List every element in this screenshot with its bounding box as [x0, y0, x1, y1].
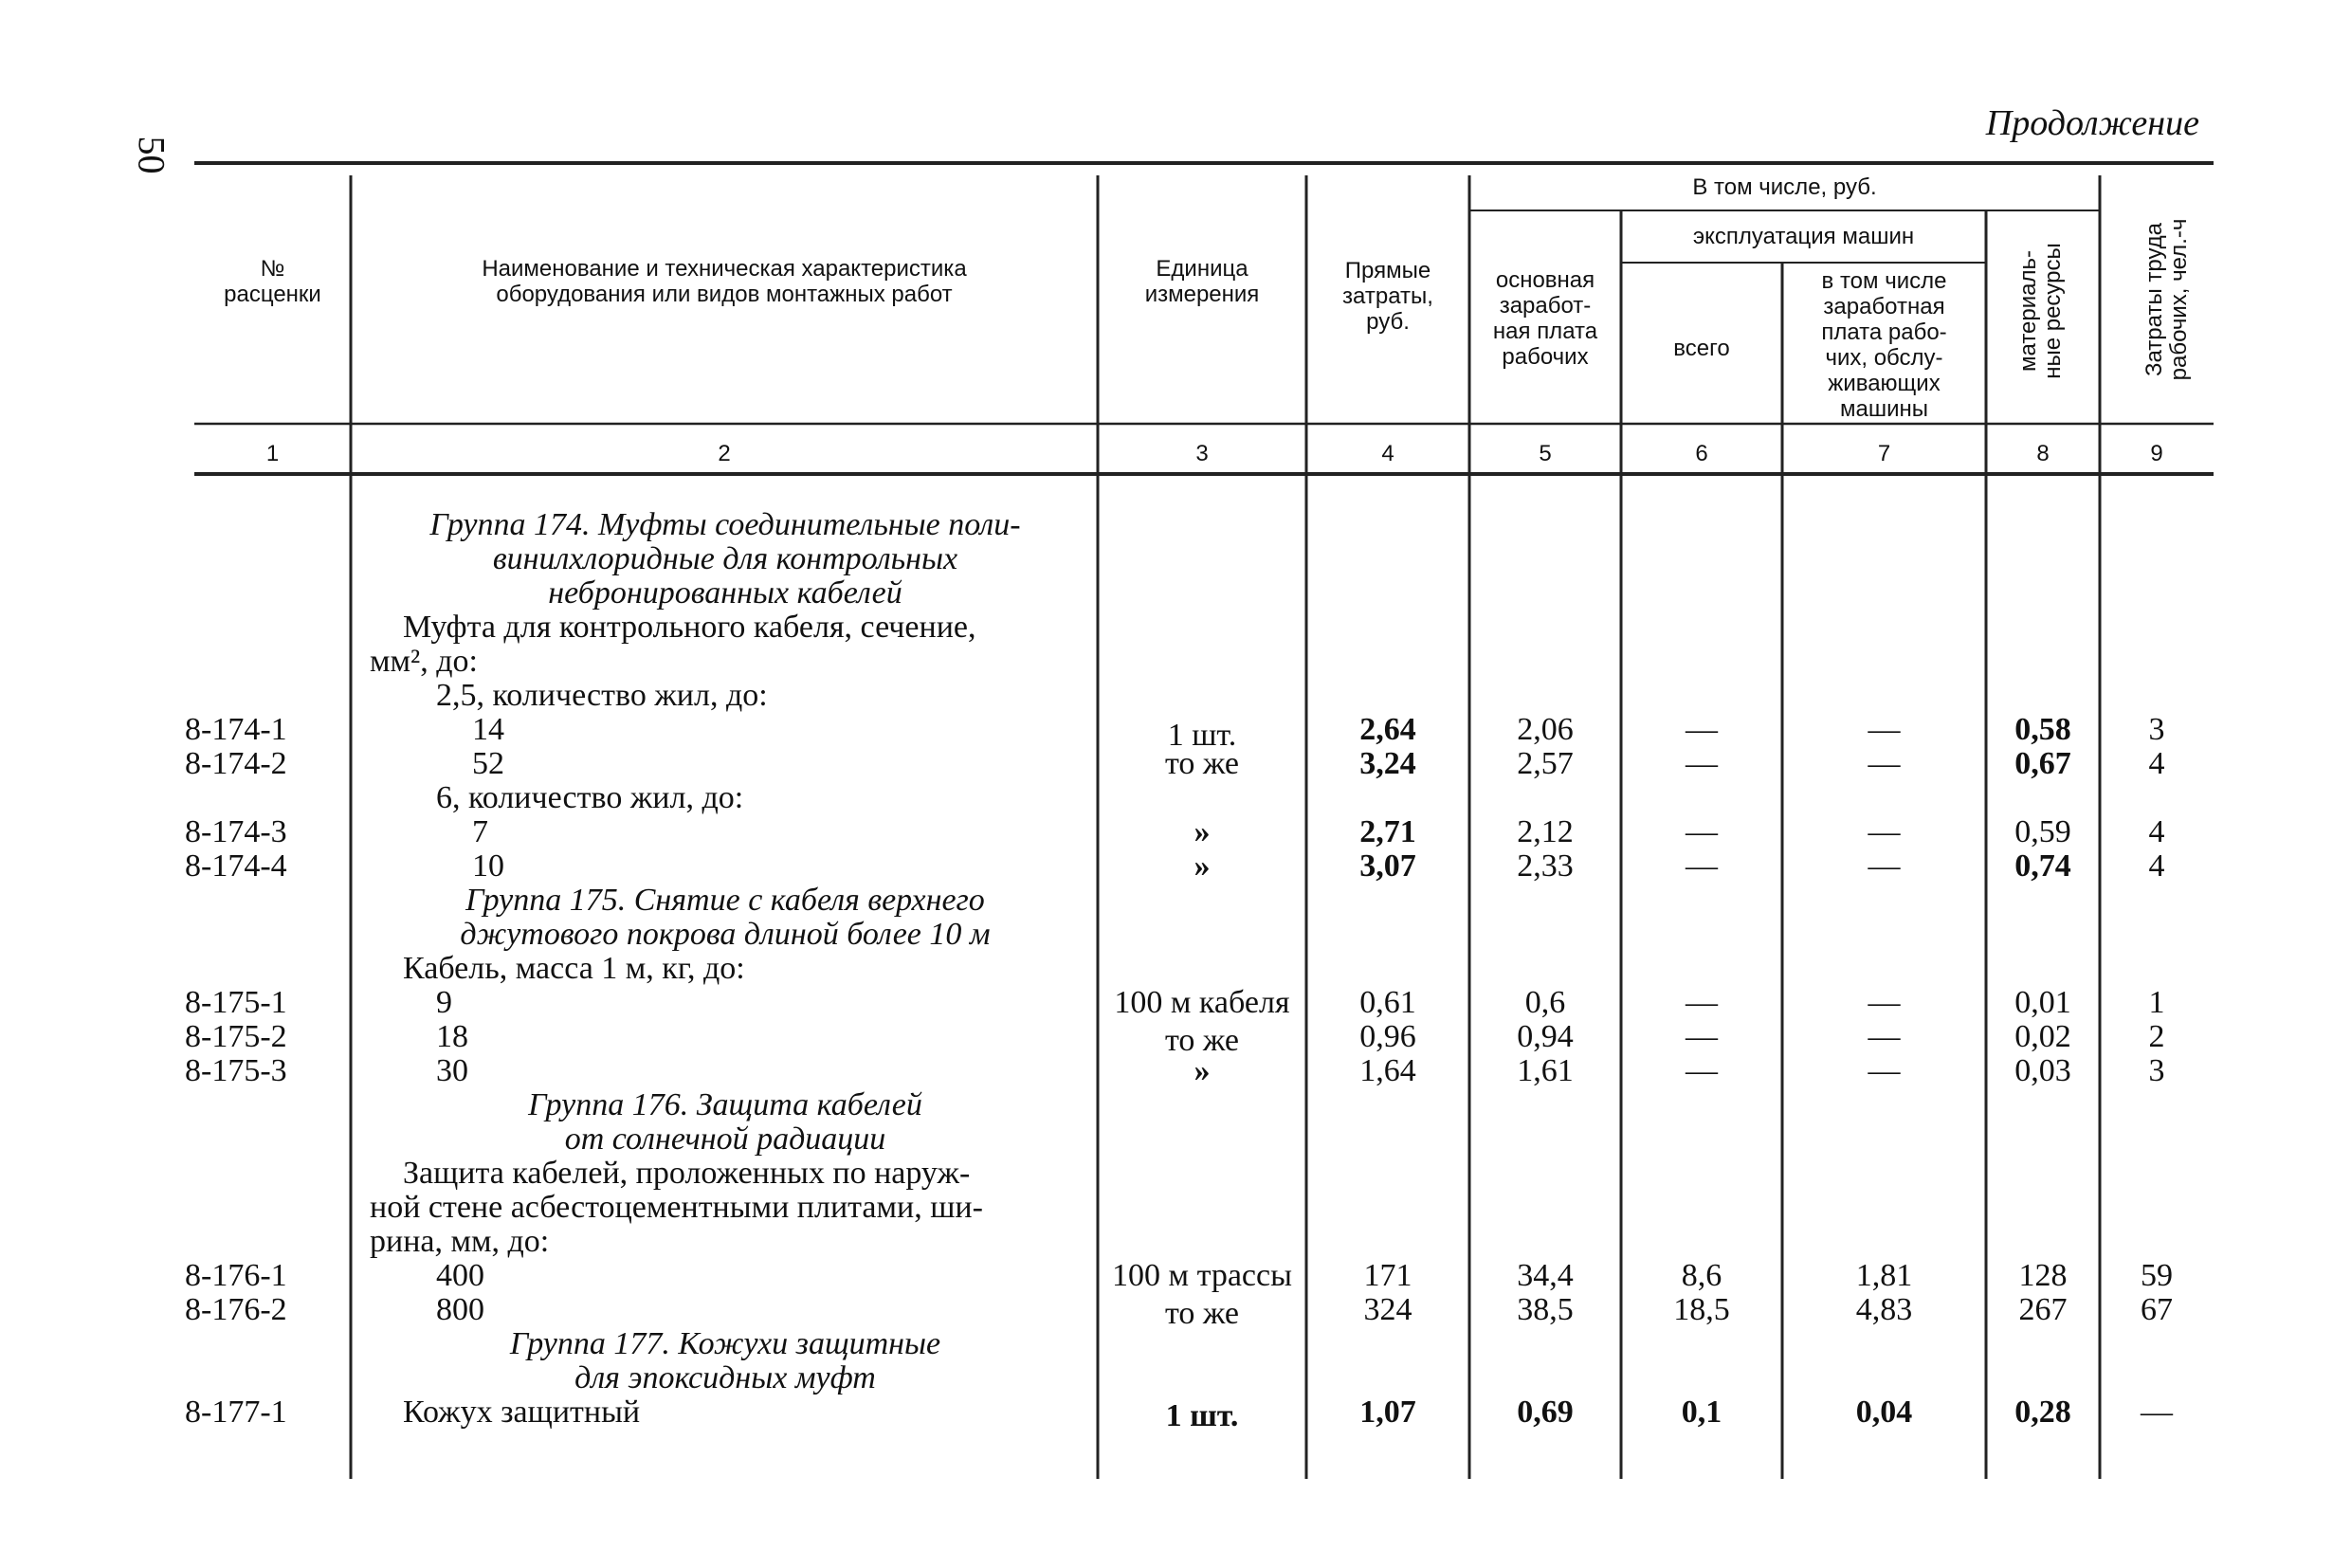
machines-wage: —	[1868, 848, 1901, 884]
materials: 0,59	[2014, 814, 2071, 849]
group-174-subheading-6: 6, количество жил, до:	[436, 780, 744, 815]
unit: 1 шт.	[1167, 718, 1237, 753]
machines-wage: 4,83	[1855, 1292, 1913, 1327]
direct-costs: 1,07	[1359, 1395, 1416, 1430]
unit: 1 шт.	[1165, 1398, 1239, 1433]
continuation-label: Продолжение	[1985, 103, 2199, 143]
price-code: 8-176-2	[185, 1292, 287, 1327]
machines-total: —	[1686, 1019, 1718, 1054]
item-name: 52	[472, 746, 504, 781]
materials: 0,02	[2014, 1019, 2071, 1054]
group-174-description-unit: мм², до:	[370, 644, 478, 679]
materials: 0,67	[2014, 746, 2071, 781]
item-name: 10	[472, 848, 504, 884]
unit: 100 м кабеля	[1114, 985, 1290, 1020]
machines-wage: —	[1868, 985, 1901, 1020]
column-number-7: 7	[1877, 441, 1891, 466]
machines-total: —	[1686, 1053, 1718, 1088]
labor: 1	[2148, 985, 2165, 1020]
header-basic-wage: основная заработ- ная плата рабочих	[1492, 267, 1598, 370]
materials: 0,28	[2014, 1395, 2071, 1430]
header-including: В том числе, руб.	[1692, 174, 1877, 200]
basic-wage: 38,5	[1517, 1292, 1574, 1327]
price-code: 8-175-2	[185, 1019, 287, 1054]
table-row-8-177-1	[0, 1395, 2351, 1433]
group-175-description: Кабель, масса 1 м, кг, до:	[403, 951, 745, 986]
group-175-title: Группа 175. Снятие с кабеля верхнего джутового покрова длиной более 10 м	[460, 883, 991, 952]
labor: 4	[2148, 746, 2165, 781]
header-unit: Единица измерения	[1144, 256, 1260, 307]
direct-costs: 0,96	[1359, 1019, 1416, 1054]
group-174-subheading-2-5: 2,5, количество жил, до:	[436, 678, 768, 713]
unit: »	[1194, 848, 1211, 884]
table-row-8-175-1	[0, 986, 2351, 1020]
header-materials: материаль- ные ресурсы	[2015, 243, 2066, 379]
direct-costs: 2,71	[1359, 814, 1416, 849]
machines-wage: —	[1868, 746, 1901, 781]
materials: 0,58	[2014, 712, 2071, 747]
basic-wage: 2,57	[1517, 746, 1574, 781]
item-name: 30	[436, 1053, 468, 1088]
header-direct-costs: Прямые затраты, руб.	[1342, 258, 1433, 335]
machines-wage: —	[1868, 1019, 1901, 1054]
header-labor: Затраты труда рабочих, чел.-ч	[2141, 218, 2192, 381]
machines-total: —	[1686, 814, 1718, 849]
machines-wage: —	[1868, 814, 1901, 849]
direct-costs: 3,07	[1359, 848, 1416, 884]
price-code: 8-177-1	[185, 1395, 287, 1430]
item-name: Кожух защитный	[403, 1395, 641, 1430]
direct-costs: 2,64	[1359, 712, 1416, 747]
table-row-8-175-3	[0, 1054, 2351, 1088]
column-number-3: 3	[1195, 441, 1209, 466]
machines-wage: 0,04	[1855, 1395, 1913, 1430]
labor: 3	[2148, 712, 2165, 747]
labor: 4	[2148, 848, 2165, 884]
price-code: 8-176-1	[185, 1258, 287, 1293]
direct-costs: 324	[1363, 1292, 1412, 1327]
item-name: 18	[436, 1019, 468, 1054]
unit: то же	[1164, 746, 1240, 781]
unit: »	[1194, 1053, 1211, 1088]
machines-total: 8,6	[1681, 1258, 1722, 1293]
group-174-title: Группа 174. Муфты соединительные поли- винилхлоридные для контрольных небронированных кабелей	[429, 507, 1021, 611]
labor: 67	[2141, 1292, 2173, 1327]
header-machines: эксплуатация машин	[1692, 224, 1915, 249]
table-row-8-174-4	[0, 849, 2351, 884]
group-177-title: Группа 177. Кожухи защитные для эпоксидных муфт	[509, 1326, 941, 1395]
page-number: 50	[130, 136, 173, 174]
column-number-4: 4	[1381, 441, 1394, 466]
item-name: 9	[436, 985, 452, 1020]
price-code: 8-174-4	[185, 848, 287, 884]
basic-wage: 0,69	[1517, 1395, 1574, 1430]
header-machines-total: всего	[1673, 336, 1730, 361]
basic-wage: 0,6	[1524, 985, 1566, 1020]
group-176-title: Группа 176. Защита кабелей от солнечной радиации	[528, 1087, 922, 1157]
basic-wage: 34,4	[1517, 1258, 1574, 1293]
machines-wage: —	[1868, 1053, 1901, 1088]
table-row-8-174-2	[0, 747, 2351, 781]
labor: 59	[2141, 1258, 2173, 1293]
machines-total: 18,5	[1673, 1292, 1730, 1327]
machines-wage: —	[1868, 712, 1901, 747]
column-number-9: 9	[2150, 441, 2163, 466]
labor: 4	[2148, 814, 2165, 849]
direct-costs: 3,24	[1359, 746, 1416, 781]
labor: 3	[2148, 1053, 2165, 1088]
price-code: 8-175-1	[185, 985, 287, 1020]
column-number-1: 1	[265, 441, 280, 466]
table-row-8-175-2	[0, 1019, 2351, 1058]
direct-costs: 1,64	[1359, 1053, 1416, 1088]
materials: 128	[2018, 1258, 2068, 1293]
basic-wage: 2,12	[1517, 814, 1574, 849]
direct-costs: 0,61	[1359, 985, 1416, 1020]
item-name: 400	[436, 1258, 484, 1293]
machines-wage: 1,81	[1855, 1258, 1913, 1293]
unit: »	[1194, 814, 1211, 849]
basic-wage: 1,61	[1517, 1053, 1574, 1088]
group-174-description: Муфта для контрольного кабеля, сечение,	[403, 610, 976, 645]
machines-total: —	[1686, 746, 1718, 781]
machines-total: —	[1686, 712, 1718, 747]
item-name: 7	[472, 814, 488, 849]
materials: 267	[2018, 1292, 2068, 1327]
price-code: 8-175-3	[185, 1053, 287, 1088]
item-name: 14	[472, 712, 504, 747]
price-code: 8-174-3	[185, 814, 287, 849]
basic-wage: 0,94	[1517, 1019, 1574, 1054]
direct-costs: 171	[1363, 1258, 1412, 1293]
column-number-8: 8	[2036, 441, 2050, 466]
labor: —	[2141, 1395, 2173, 1430]
table-row-8-176-2	[0, 1292, 2351, 1331]
labor: 2	[2148, 1019, 2165, 1054]
unit: то же	[1164, 1296, 1240, 1331]
materials: 0,74	[2014, 848, 2071, 884]
unit: 100 м трассы	[1112, 1258, 1292, 1293]
machines-total: 0,1	[1681, 1395, 1722, 1430]
materials: 0,03	[2014, 1053, 2071, 1088]
table-row-8-174-1	[0, 712, 2351, 753]
materials: 0,01	[2014, 985, 2071, 1020]
machines-total: —	[1686, 985, 1718, 1020]
column-number-2: 2	[718, 441, 731, 466]
item-name: 800	[436, 1292, 484, 1327]
column-number-5: 5	[1539, 441, 1552, 466]
header-name: Наименование и техническая характеристика оборудования или видов монтажных работ	[482, 256, 967, 307]
column-number-6: 6	[1695, 441, 1708, 466]
header-machines-wage: в том числе заработная плата рабо- чих, обслу- живающих машины	[1821, 268, 1947, 422]
table-row-8-174-3	[0, 815, 2351, 849]
group-176-description: Защита кабелей, проложенных по наруж- ной стене асбестоцементными плитами, ши- рина, мм, до:	[370, 1156, 983, 1259]
price-code: 8-174-1	[185, 712, 287, 747]
header-code: № расценки	[224, 256, 321, 307]
basic-wage: 2,33	[1517, 848, 1574, 884]
machines-total: —	[1686, 848, 1718, 884]
unit: то же	[1164, 1023, 1240, 1058]
basic-wage: 2,06	[1517, 712, 1574, 747]
price-code: 8-174-2	[185, 746, 287, 781]
table-row-8-176-1	[0, 1259, 2351, 1293]
